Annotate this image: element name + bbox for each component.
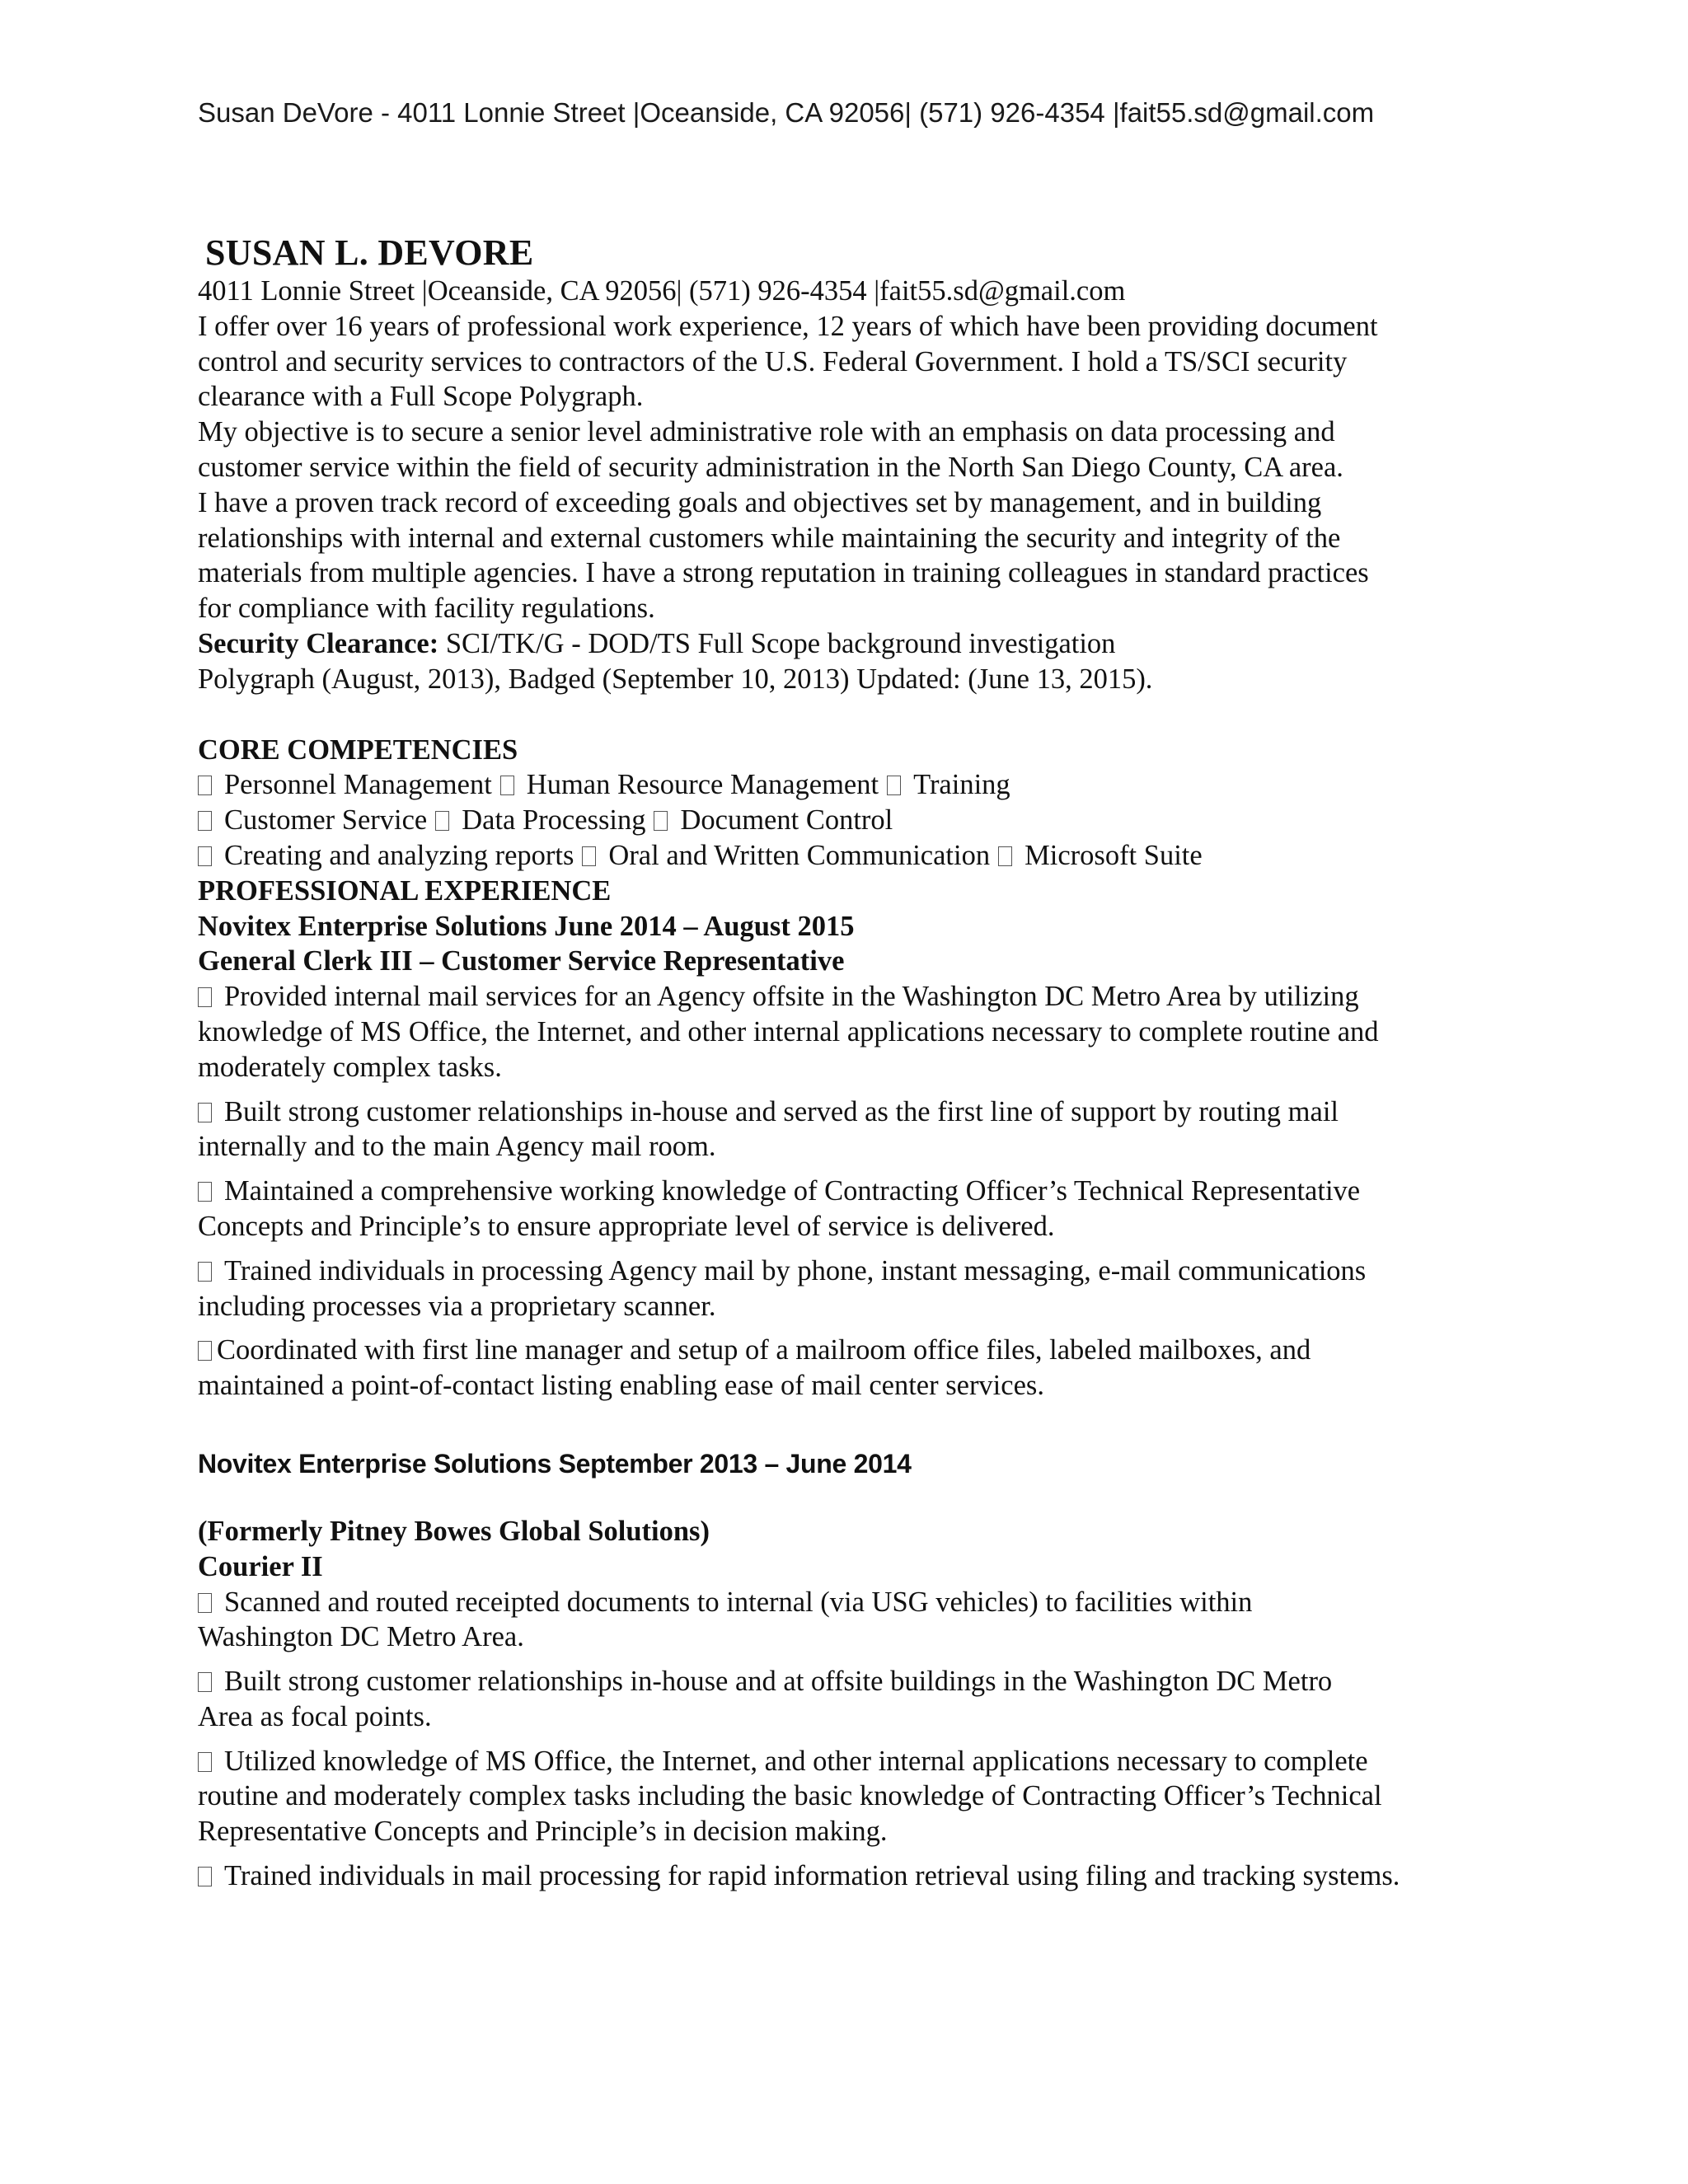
job-bullet: Trained individuals in processing Agency mail by phone, instant messaging, e-mail communications including processes via a proprietary scanner. <box>198 1254 1367 1322</box>
competency-item: Human Resource Management <box>526 769 879 801</box>
bullet-icon <box>887 776 901 795</box>
job-bullet: Maintained a comprehensive working knowledge of Contracting Officer’s Technical Representative Concepts and Principle’s to ensure appropriate level of service is delivered. <box>198 1175 1361 1242</box>
job-bullet: Coordinated with first line manager and setup of a mailroom office files, labeled mailboxes, and maintained a point-of-contact listing enabling ease of mail center services. <box>198 1334 1311 1402</box>
job-bullet: Trained individuals in mail processing for rapid information retrieval using filing and tracking systems. <box>198 1858 1484 1894</box>
job-company: Novitex Enterprise Solutions June 2014 – August 2015 <box>198 910 855 942</box>
competency-item: Microsoft Suite <box>1025 839 1203 871</box>
bullet-icon <box>198 846 212 866</box>
clearance-label: Security Clearance: <box>198 627 439 659</box>
job-title: Courier II <box>198 1550 323 1582</box>
bullet-icon <box>198 987 212 1007</box>
competency-row <box>198 767 1484 803</box>
bullet-icon <box>198 811 212 831</box>
competency-item: Customer Service <box>224 804 428 837</box>
bullet-icon <box>198 1867 212 1886</box>
bullet-icon <box>198 1262 212 1282</box>
competency-item: Data Processing <box>462 804 646 837</box>
bullet-icon <box>198 776 212 795</box>
competency-row <box>198 803 1484 838</box>
summary-line: control and security services to contractors of the U.S. Federal Government. I hold a TS/SCI security <box>198 345 1348 377</box>
bullet-icon <box>435 811 449 831</box>
job-former-name: (Formerly Pitney Bowes Global Solutions) <box>198 1515 710 1547</box>
competency-item: Oral and Written Communication <box>608 839 991 871</box>
bullet-icon <box>198 1103 212 1122</box>
job-bullet: Utilized knowledge of MS Office, the Internet, and other internal applications necessary to complete routine and moderately complex tasks including the basic knowledge of Contracting Officer’s Technical Representative Concepts and Principle’s in decision making. <box>198 1745 1382 1848</box>
competency-item: Training <box>913 769 1010 801</box>
bullet-icon <box>198 1593 212 1613</box>
bullet-icon <box>198 1341 212 1361</box>
summary-paragraph <box>198 309 1484 626</box>
competency-item: Personnel Management <box>224 769 492 801</box>
bullet-icon <box>582 846 596 866</box>
clearance-line <box>198 626 1484 662</box>
summary-line: I have a proven track record of exceeding goals and objectives set by management, and in building <box>198 486 1322 518</box>
competency-row <box>198 838 1484 874</box>
summary-line: for compliance with facility regulations. <box>198 593 655 625</box>
clearance-text: SCI/TK/G - DOD/TS Full Scope background investigation <box>438 627 1116 659</box>
job-bullet: Provided internal mail services for an Agency offsite in the Washington DC Metro Area by utilizing knowledge of MS Office, the Internet, and other internal applications necessary to complete routine and moderately complex tasks. <box>198 981 1379 1083</box>
job-bullet: Built strong customer relationships in-house and at offsite buildings in the Washington DC Metro Area as focal points. <box>198 1666 1333 1732</box>
job-bullet: Built strong customer relationships in-house and served as the first line of support by routing mail internally and to the main Agency mail room. <box>198 1095 1339 1163</box>
summary-line: clearance with a Full Scope Polygraph. <box>198 381 644 413</box>
candidate-name: SUSAN L. DEVORE <box>205 232 534 273</box>
job-bullet: Scanned and routed receipted documents to internal (via USG vehicles) to facilities within Washington DC Metro Area. <box>198 1586 1253 1653</box>
summary-line: I offer over 16 years of professional work experience, 12 years of which have been providing document <box>198 310 1378 342</box>
job-title: General Clerk III – Customer Service Representative <box>198 945 845 977</box>
bullet-icon <box>654 811 668 831</box>
bullet-icon <box>998 846 1012 866</box>
summary-line: customer service within the field of security administration in the North San Diego County, CA area. <box>198 451 1343 483</box>
competency-item: Document Control <box>680 804 893 837</box>
address-line: 4011 Lonnie Street |Oceanside, CA 92056| (571) 926-4354 |fait55.sd@gmail.com <box>198 275 1126 307</box>
bullet-icon <box>198 1672 212 1692</box>
competency-item: Creating and analyzing reports <box>224 839 574 871</box>
competencies-heading: CORE COMPETENCIES <box>198 733 518 766</box>
summary-line: My objective is to secure a senior level administrative role with an emphasis on data processing and <box>198 416 1335 448</box>
page-header-contact: Susan DeVore - 4011 Lonnie Street |Oceanside, CA 92056| (571) 926-4354 |fait55.sd@gmail.com <box>198 97 1375 128</box>
summary-line: relationships with internal and external customers while maintaining the security and integrity of the <box>198 522 1341 554</box>
resume-body <box>198 232 1484 1894</box>
bullet-icon <box>198 1752 212 1772</box>
summary-line: materials from multiple agencies. I have a strong reputation in training colleagues in standard practices <box>198 557 1369 589</box>
bullet-icon <box>198 1182 212 1202</box>
experience-heading: PROFESSIONAL EXPERIENCE <box>198 874 612 907</box>
polygraph-line: Polygraph (August, 2013), Badged (September 10, 2013) Updated: (June 13, 2015). <box>198 663 1153 695</box>
job-company: Novitex Enterprise Solutions September 2013 – June 2014 <box>198 1448 912 1479</box>
bullet-icon <box>500 776 514 795</box>
